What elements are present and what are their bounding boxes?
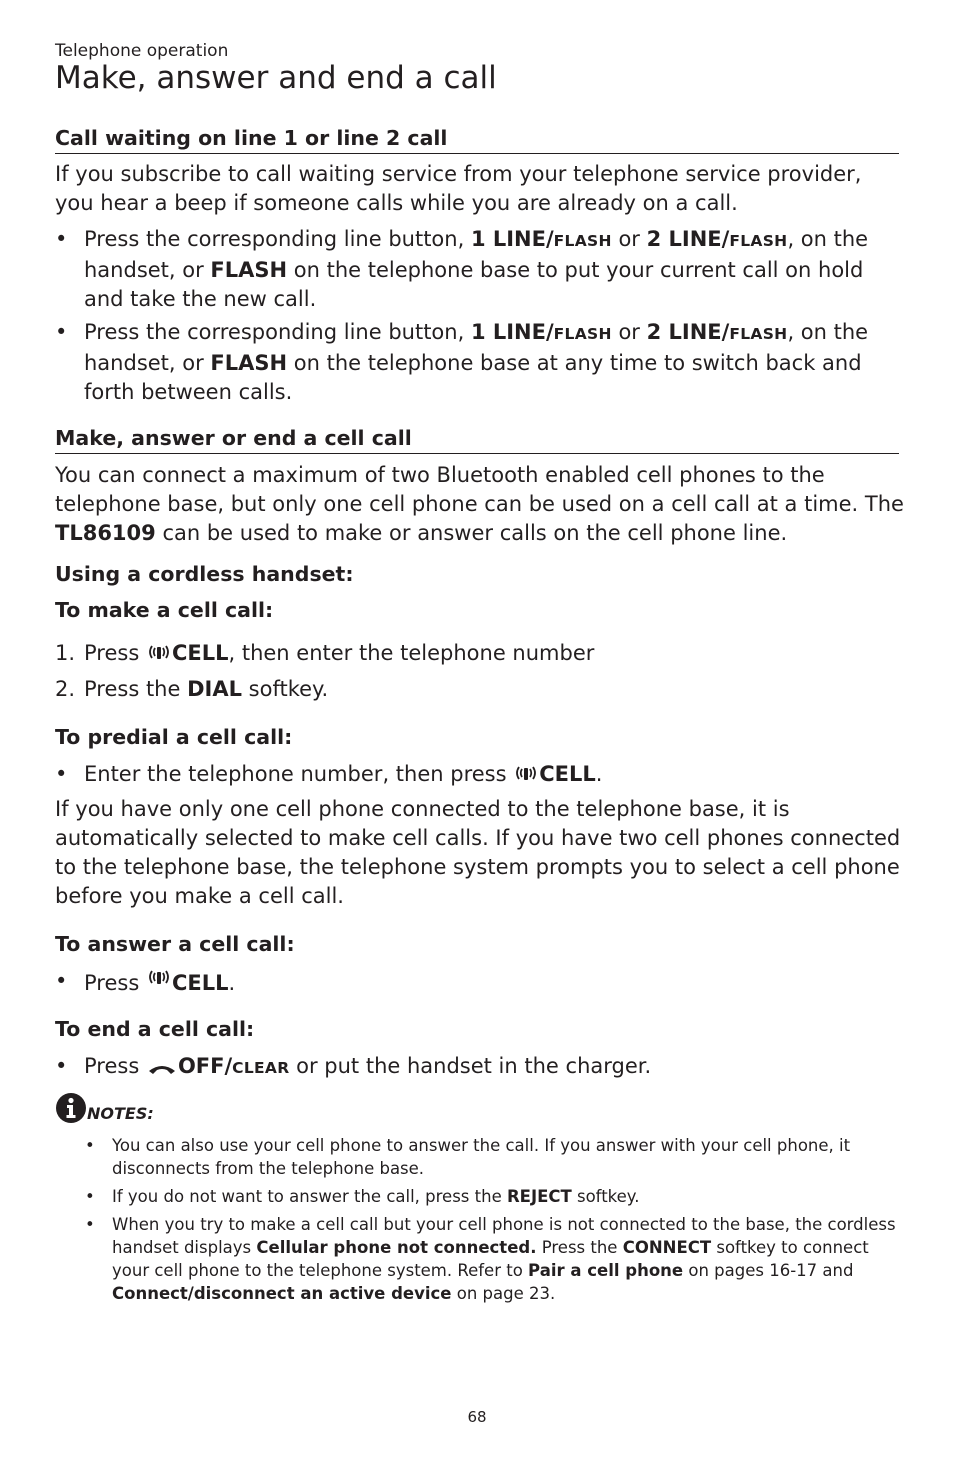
note-2: • If you do not want to answer the call, press the REJECT softkey.	[85, 1187, 640, 1206]
end-heading: To end a cell call:	[55, 1017, 255, 1041]
predial-heading: To predial a cell call:	[55, 725, 293, 749]
notes-title: NOTES:	[87, 1104, 154, 1123]
page-number: 68	[467, 1408, 487, 1426]
using-handset-heading: Using a cordless handset:	[55, 562, 354, 586]
note-1: • You can also use your cell phone to answer the call. If you answer with your cell phone, it disconnects from the telephone base.	[85, 1136, 851, 1178]
answer-bullet: • Press CELL.	[55, 969, 236, 995]
cell-icon	[146, 967, 172, 997]
predial-paragraph: If you have only one cell phone connected to the telephone base, it is automatically selected to make cell calls. If you have two cell phones connected to the telephone base, the telephone system prompts you to select a cell phone before you make a cell call.	[55, 797, 901, 908]
off-icon	[146, 1056, 178, 1085]
section-label: Telephone operation	[55, 41, 229, 61]
cell-icon	[513, 763, 539, 793]
info-icon	[55, 1092, 87, 1128]
make-step-2: 2. Press the DIAL softkey.	[55, 677, 329, 701]
cell-call-heading: Make, answer or end a cell call	[55, 426, 899, 454]
cell-call-intro: You can connect a maximum of two Bluetooth enabled cell phones to the telephone base, but only one cell phone can be used on a cell call at a time. The TL86109 can be used to make or answer calls on the cell phone line.	[55, 463, 904, 545]
call-waiting-intro: If you subscribe to call waiting service from your telephone service provider, you hear a beep if someone calls while you are already on a call.	[55, 162, 862, 215]
answer-heading: To answer a cell call:	[55, 932, 295, 956]
call-waiting-bullet-2: • Press the corresponding line button, 1 LINE/FLASH or 2 LINE/FLASH, on the handset, or FLASH on the telephone base at any time to switch back and forth between calls.	[55, 320, 869, 404]
call-waiting-heading: Call waiting on line 1 or line 2 call	[55, 126, 899, 154]
make-call-heading: To make a cell call:	[55, 598, 274, 622]
cell-icon	[146, 642, 172, 672]
call-waiting-bullet-1: • Press the corresponding line button, 1 LINE/FLASH or 2 LINE/FLASH, on the handset, or FLASH on the telephone base to put your current call on hold and take the new call.	[55, 227, 869, 311]
predial-bullet: • Enter the telephone number, then press CELL.	[55, 760, 905, 793]
end-bullet: • Press OFF/CLEAR or put the handset in the charger.	[55, 1052, 905, 1085]
note-3: • When you try to make a cell call but your cell phone is not connected to the base, the cordless handset displays Cellular phone not connected. Press the CONNECT softkey to connect your cell phone to the telephone system. Refer to Pair a cell phone on pages 16-17 and Connect/disconnect an active device on page 23.	[85, 1215, 896, 1303]
make-step-1: 1. Press CELL, then enter the telephone number	[55, 639, 75, 668]
page-title: Make, answer and end a call	[55, 60, 497, 96]
